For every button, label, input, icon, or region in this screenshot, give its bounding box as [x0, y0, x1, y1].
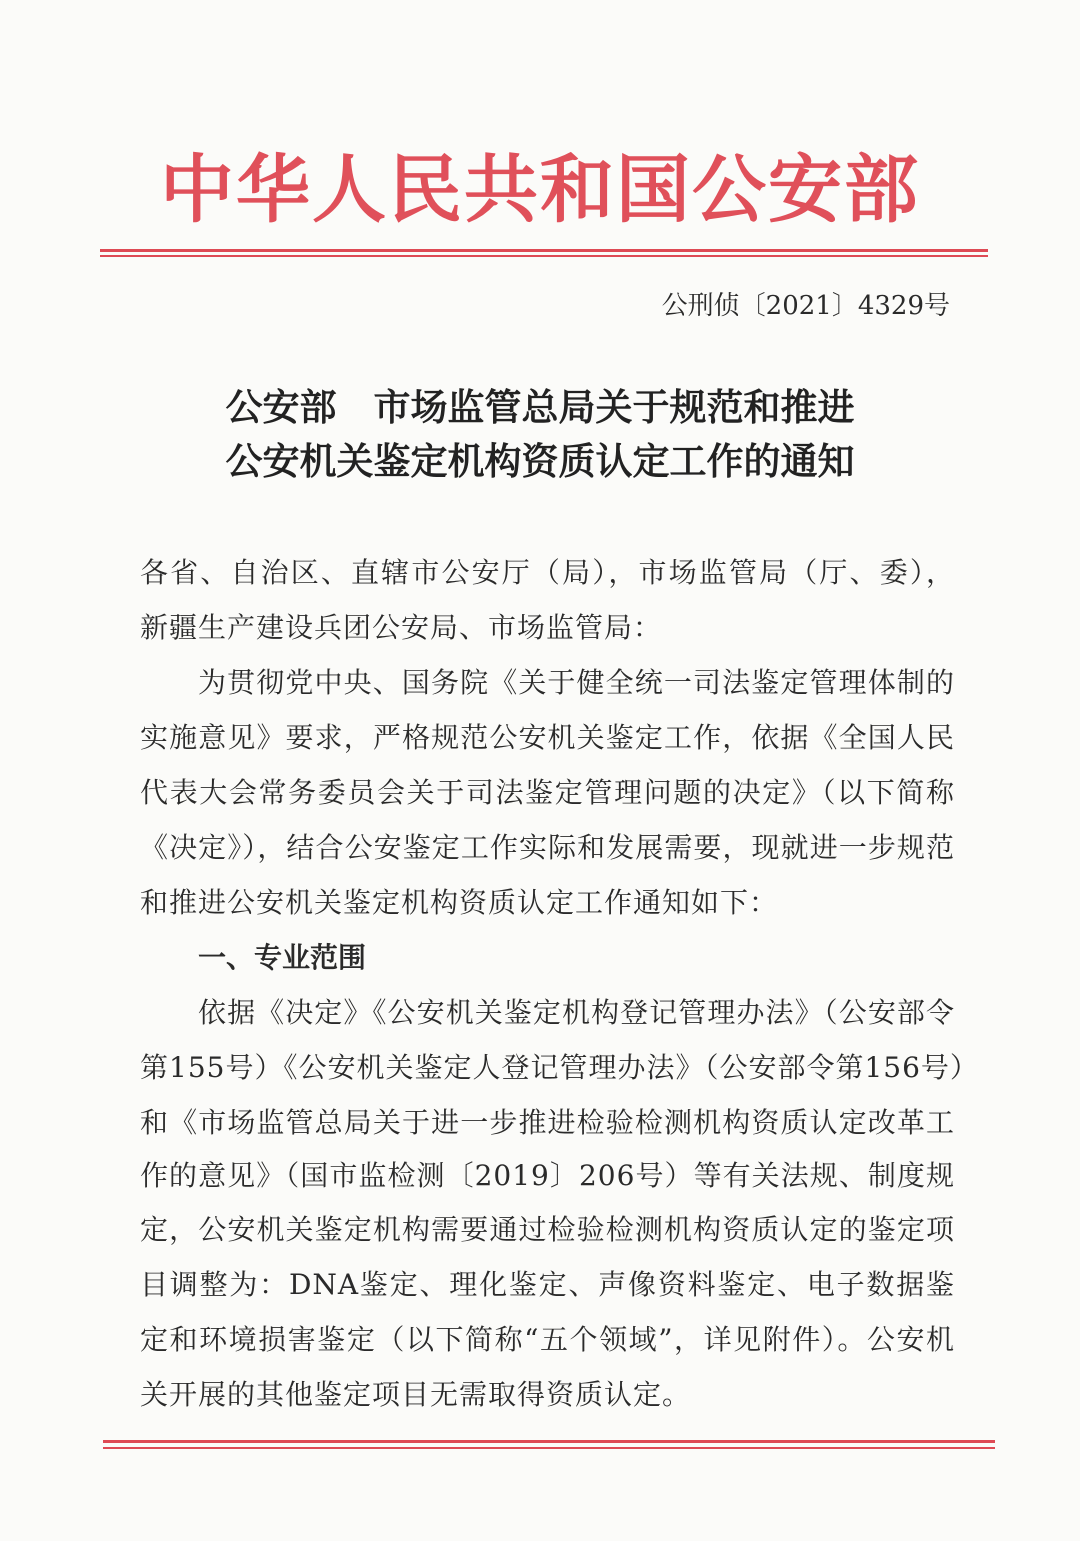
- paragraph-line: 定，公安机关鉴定机构需要通过检验检测机构资质认定的鉴定项: [140, 1213, 955, 1246]
- addressee-line: 新疆生产建设兵团公安局、市场监管局：: [140, 611, 663, 644]
- red-divider-top-2: [100, 255, 988, 257]
- paragraph-line: 目调整为：DNA鉴定、理化鉴定、声像资料鉴定、电子数据鉴: [140, 1268, 955, 1301]
- paragraph-line: 代表大会常务委员会关于司法鉴定管理问题的决定》（以下简称: [140, 776, 955, 809]
- paragraph-line: 实施意见》要求，严格规范公安机关鉴定工作，依据《全国人民: [140, 721, 955, 754]
- section-heading: 一、专业范围: [198, 941, 367, 974]
- letterhead: 中华人民共和国公安部: [160, 147, 920, 233]
- paragraph-line: 关开展的其他鉴定项目无需取得资质认定。: [140, 1378, 692, 1411]
- paragraph-line: 第155号）《公安机关鉴定人登记管理办法》（公安部令第156号）: [140, 1051, 979, 1084]
- paragraph-line: 和推进公安机关鉴定机构资质认定工作通知如下：: [140, 886, 779, 919]
- paragraph-line: 定和环境损害鉴定（以下简称“五个领域”，详见附件）。公安机: [140, 1323, 955, 1356]
- red-divider-bottom: [103, 1440, 995, 1443]
- document-number: 公刑侦〔2021〕4329号: [661, 291, 950, 321]
- title-line-1: 公安部 市场监管总局关于规范和推进: [225, 386, 855, 429]
- red-divider-top: [100, 249, 988, 252]
- paragraph-line: 依据《决定》《公安机关鉴定机构登记管理办法》（公安部令: [198, 996, 955, 1029]
- red-divider-bottom-2: [103, 1447, 995, 1449]
- paragraph-line: 和《市场监管总局关于进一步推进检验检测机构资质认定改革工: [140, 1106, 955, 1139]
- addressee-line: 各省、自治区、直辖市公安厅（局），市场监管局（厅、委），: [140, 556, 955, 589]
- paragraph-line: 为贯彻党中央、国务院《关于健全统一司法鉴定管理体制的: [198, 666, 955, 699]
- paragraph-line: 《决定》），结合公安鉴定工作实际和发展需要，现就进一步规范: [140, 831, 955, 864]
- title-line-2: 公安机关鉴定机构资质认定工作的通知: [225, 440, 855, 483]
- paragraph-line: 作的意见》（国市监检测〔2019〕206号）等有关法规、制度规: [140, 1159, 955, 1192]
